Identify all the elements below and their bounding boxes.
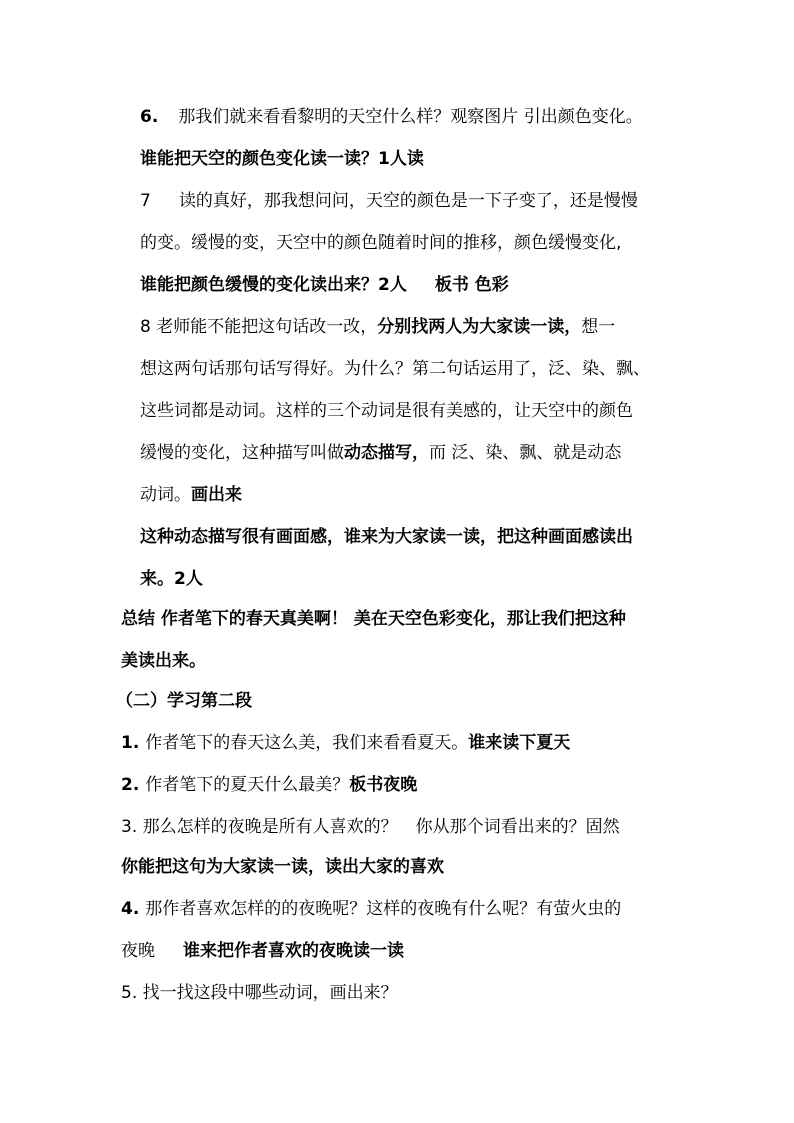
line-text: 夜晚 <box>121 941 155 961</box>
line-text: 8 老师能不能把这句话改一改， <box>140 317 378 337</box>
paragraph-line: 想这两句话那句话写得好。为什么？第二句话运用了，泛、染、飘、 <box>140 359 650 379</box>
bold-text: 分别找两人为大家读一读， <box>377 317 582 337</box>
list-item-continuation <box>121 938 404 964</box>
bold-text: 板书夜晚 <box>349 775 418 795</box>
line-text: 你从那个词看出来的？固然 <box>415 817 620 837</box>
line-text: 作者笔下的春天这么美，我们来看看夏天。 <box>145 733 469 753</box>
line-text: 作者笔下的夏天什么最美？ <box>145 775 350 795</box>
line-text: 缓慢的变化，这种描写叫做 <box>140 443 344 463</box>
paragraph-line <box>140 104 643 130</box>
list-item: 5. 找一找这段中哪些动词，画出来？ <box>121 983 398 1003</box>
paragraph-line: 的变。缓慢的变，天空中的颜色随着时间的推移，颜色缓慢变化, <box>140 233 622 253</box>
item-number: 6. <box>140 107 159 127</box>
line-text: 3. 那么怎样的夜晚是所有人喜欢的？ <box>121 817 398 837</box>
bold-text: 谁来读下夏天 <box>468 733 571 753</box>
list-item-continuation: 你能把这句为大家读一读，读出大家的喜欢 <box>121 857 444 877</box>
summary-line: 总结 作者笔下的春天真美啊！ 美在天空色彩变化，那让我们把这种 <box>121 609 626 629</box>
list-item <box>121 772 417 798</box>
list-item <box>121 814 620 840</box>
paragraph-line <box>140 314 615 340</box>
item-number: 4. <box>121 899 146 919</box>
line-text: 那作者喜欢怎样的的夜晚呢？这样的夜晚有什么呢？有萤火虫的 <box>145 899 622 919</box>
paragraph-line: 这种动态描写很有画面感，谁来为大家读一读，把这种画面感读出 <box>140 527 633 547</box>
paragraph-line <box>140 188 638 214</box>
paragraph-line: 这些词都是动词。这样的三个动词是很有美感的，让天空中的颜色 <box>140 401 633 421</box>
line-text: 而 泛、染、飘、就是动态 <box>429 443 622 463</box>
line-text: 动词。 <box>140 485 191 505</box>
bold-text: 谁来把作者喜欢的夜晚读一读 <box>183 941 404 961</box>
item-number: 2. <box>121 775 146 795</box>
line-text: 读的真好，那我想问问，天空的颜色是一下子变了，还是慢慢 <box>178 191 638 211</box>
list-item <box>121 730 570 756</box>
blackboard-note: 板书 色彩 <box>434 275 509 295</box>
line-text: 那我们就来看看黎明的天空什么样？观察图片 引出颜色变化。 <box>178 107 643 127</box>
summary-line: 美读出来。 <box>121 651 206 671</box>
section-heading: （二）学习第二段 <box>116 691 252 711</box>
line-text: 谁能把颜色缓慢的变化读出来？2人 <box>140 275 407 295</box>
paragraph-line: 来。2人 <box>140 569 203 589</box>
paragraph-line <box>140 440 621 466</box>
paragraph-line <box>140 482 242 508</box>
paragraph-line: 谁能把天空的颜色变化读一读？1人读 <box>140 149 424 169</box>
list-item <box>121 896 621 922</box>
line-text: 想一 <box>581 317 616 337</box>
item-number: 7 <box>140 191 151 211</box>
item-number: 1. <box>121 733 146 753</box>
bold-text: 动态描写， <box>344 443 429 463</box>
paragraph-line <box>140 272 509 298</box>
bold-text: 画出来 <box>191 485 242 505</box>
